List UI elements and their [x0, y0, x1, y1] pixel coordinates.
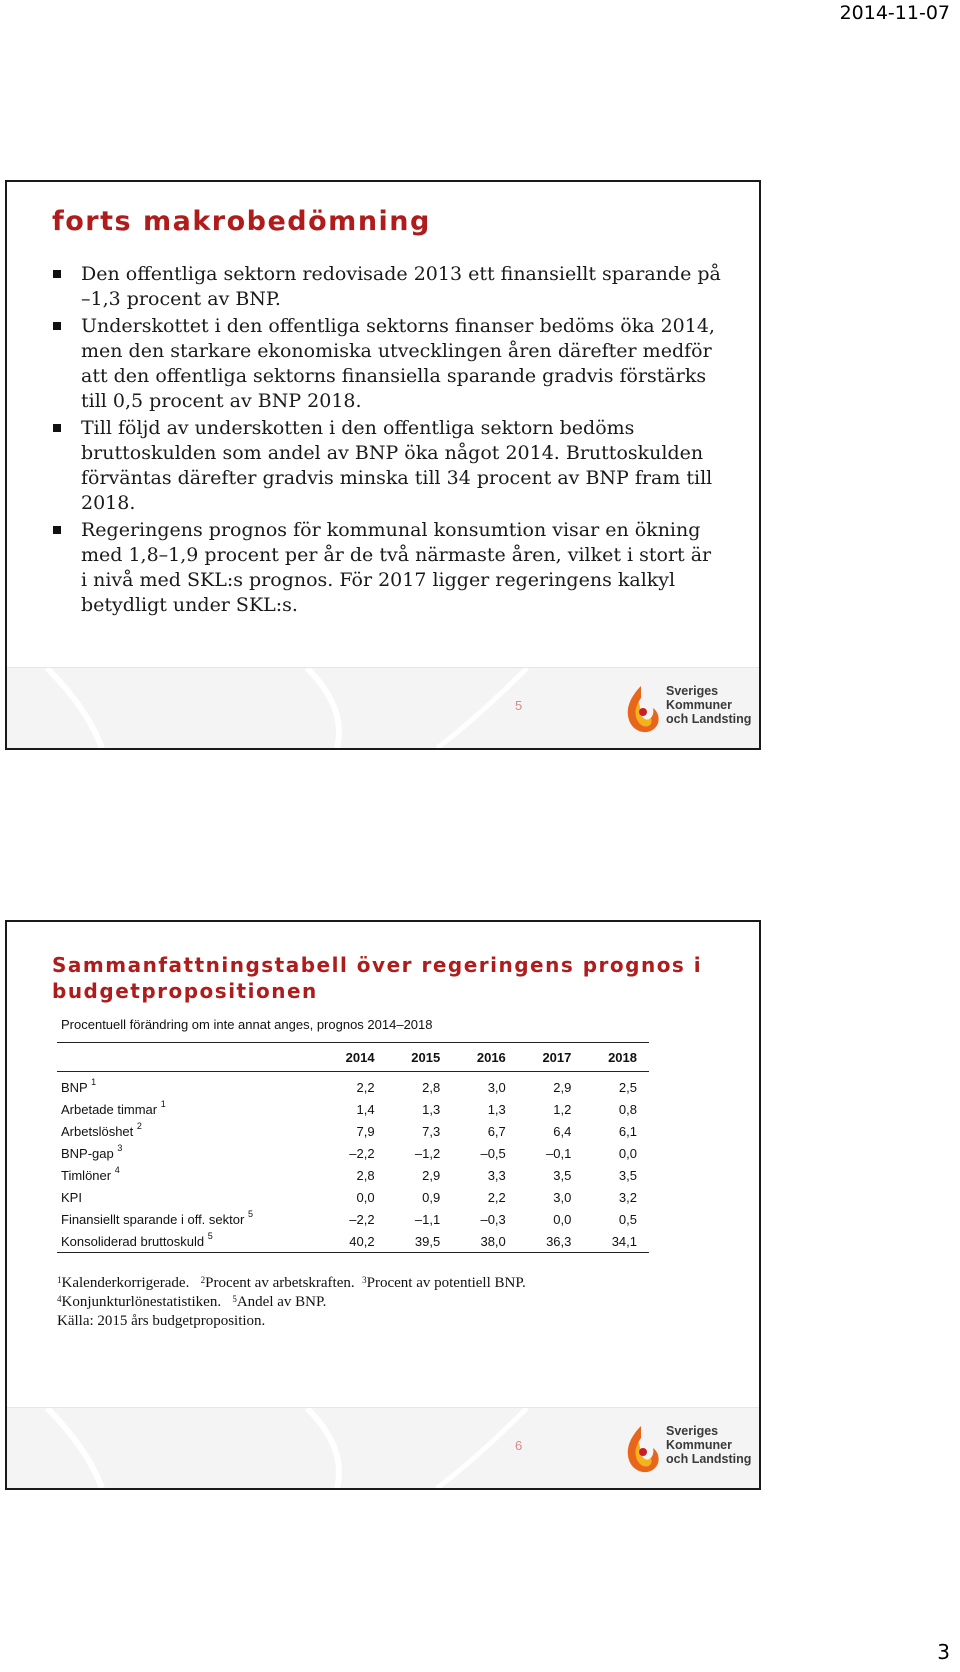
- flame-logo-icon: [621, 682, 665, 738]
- table-cell: 2,2: [356, 1079, 375, 1095]
- footnote-text: Procent av arbetskraften.: [205, 1275, 355, 1291]
- skl-logo: [621, 1422, 751, 1478]
- table-header-row: [57, 1043, 649, 1072]
- table-cell: 34,1: [583, 1230, 649, 1253]
- table-cell: 1,4: [356, 1101, 375, 1117]
- table-cell: 3,2: [618, 1189, 637, 1205]
- footnote-marker: 2: [200, 1275, 206, 1285]
- footnote-marker: 3: [362, 1275, 367, 1285]
- table-cell: 3,0: [487, 1079, 506, 1095]
- table-caption: Procentuell förändring om inte annat anges, prognos 2014–2018: [61, 1017, 433, 1032]
- table-cell: 7,9: [356, 1123, 375, 1139]
- row-note-marker: 3: [117, 1142, 123, 1153]
- logo-wordmark: [666, 684, 751, 726]
- row-label-cell: [57, 1208, 321, 1230]
- table-cell: 0,0: [553, 1211, 572, 1227]
- row-note-marker: 1: [160, 1098, 166, 1109]
- row-label-cell: [57, 1142, 321, 1164]
- column-header: 2016: [452, 1043, 518, 1072]
- flame-logo-icon: [621, 1422, 665, 1478]
- row-label: KPI: [61, 1189, 82, 1205]
- row-note-marker: 5: [207, 1230, 213, 1241]
- bullet-list: [51, 262, 721, 620]
- table-cell: 3,0: [553, 1189, 572, 1205]
- logo-line: och Landsting: [666, 1452, 752, 1466]
- footnote-marker: 5: [232, 1294, 237, 1304]
- table-row: [57, 1186, 649, 1208]
- table-row: [57, 1072, 649, 1099]
- table-cell: 6,1: [618, 1123, 637, 1139]
- row-note-marker: 2: [136, 1120, 142, 1131]
- slide-6: [5, 920, 761, 1490]
- row-label: Finansiellt sparande i off. sektor: [61, 1211, 245, 1227]
- row-label-cell: [57, 1072, 321, 1099]
- row-label: Arbetade timmar: [61, 1101, 158, 1117]
- page-date: 2014-11-07: [839, 2, 950, 24]
- table-cell: 2,8: [356, 1167, 375, 1183]
- table-cell: 40,2: [321, 1230, 387, 1253]
- table-cell: –0,5: [480, 1145, 506, 1161]
- table-cell: 39,5: [387, 1230, 453, 1253]
- table-cell: 1,2: [553, 1101, 572, 1117]
- page-number: 3: [937, 1640, 950, 1664]
- table-cell: 2,2: [487, 1189, 506, 1205]
- footnote-text: Procent av potentiell BNP.: [366, 1275, 526, 1291]
- footnote-marker: 4: [57, 1294, 62, 1304]
- table-cell: 3,5: [618, 1167, 637, 1183]
- footnote-line-1: [57, 1274, 657, 1293]
- row-label: BNP-gap: [61, 1145, 114, 1161]
- skl-logo: [621, 682, 751, 738]
- table-cell: 6,4: [553, 1123, 572, 1139]
- row-label-cell: [57, 1230, 321, 1253]
- row-label: Timlöner: [61, 1167, 112, 1183]
- table-cell: 2,5: [618, 1079, 637, 1095]
- logo-line: Kommuner: [666, 698, 732, 712]
- footnote-line-2: [57, 1293, 657, 1312]
- summary-table: [57, 1042, 649, 1253]
- table-source: Källa: 2015 års budgetproposition.: [57, 1313, 266, 1329]
- table-cell: 2,9: [553, 1079, 572, 1095]
- row-note-marker: 4: [114, 1164, 120, 1175]
- row-label: BNP: [61, 1079, 88, 1095]
- table-cell: 3,5: [553, 1167, 572, 1183]
- bullet-item: Den offentliga sektorn redovisade 2013 ett finansiellt sparande på –1,3 procent av BNP.: [51, 262, 721, 312]
- footnote-text: Andel av BNP.: [236, 1294, 327, 1310]
- slide-title: forts makrobedömning: [52, 206, 431, 237]
- logo-line: Sveriges: [666, 684, 719, 698]
- footnote-marker: 1: [57, 1275, 62, 1285]
- bullet-item: Regeringens prognos för kommunal konsumtion visar en ökning med 1,8–1,9 procent per år de två närmaste åren, vilket i stort är i nivå med SKL:s prognos. För 2017 ligger regeringens kalkyl betydligt under SKL:s.: [51, 518, 721, 618]
- row-label-cell: [57, 1120, 321, 1142]
- row-note-marker: 1: [91, 1076, 97, 1087]
- logo-line: och Landsting: [666, 712, 752, 726]
- table-row: [57, 1164, 649, 1186]
- table-cell: –1,2: [414, 1145, 441, 1161]
- table-cell: 6,7: [487, 1123, 506, 1139]
- logo-wordmark: [666, 1424, 751, 1466]
- table-cell: 0,5: [618, 1211, 637, 1227]
- footnote-text: Konjunkturlönestatistiken.: [61, 1294, 222, 1310]
- row-note-marker: 5: [247, 1208, 253, 1219]
- table-row: [57, 1208, 649, 1230]
- table-row: [57, 1142, 649, 1164]
- table-cell: –0,3: [480, 1211, 506, 1227]
- table-header-empty: [57, 1043, 321, 1072]
- table-cell: 0,9: [422, 1189, 441, 1205]
- slide-footer: [7, 667, 759, 748]
- table-cell: –2,2: [349, 1211, 375, 1227]
- table-cell: –1,1: [414, 1211, 441, 1227]
- table-cell: 0,0: [356, 1189, 375, 1205]
- table-cell: 38,0: [452, 1230, 518, 1253]
- summary-table-container: [57, 1042, 649, 1253]
- table-cell: –2,2: [349, 1145, 375, 1161]
- column-header: 2014: [321, 1043, 387, 1072]
- bullet-item: Underskottet i den offentliga sektorns finanser bedöms öka 2014, men den starkare ekonomiska utvecklingen åren därefter medför att den offentliga sektorns finansiella sparande gradvis förstärks till 0,5 procent av BNP 2018.: [51, 314, 721, 414]
- slide-number: 5: [515, 698, 523, 713]
- table-row: [57, 1098, 649, 1120]
- slide-number: 6: [515, 1438, 523, 1453]
- logo-line: Kommuner: [666, 1438, 732, 1452]
- logo-line: Sveriges: [666, 1424, 719, 1438]
- table-cell: 36,3: [518, 1230, 584, 1253]
- column-header: 2018: [583, 1043, 649, 1072]
- table-cell: 0,8: [618, 1101, 637, 1117]
- table-row: [57, 1120, 649, 1142]
- table-cell: 2,9: [422, 1167, 441, 1183]
- slide-title: Sammanfattningstabell över regeringens prognos i budgetpropositionen: [52, 953, 703, 1003]
- footnote-text: Kalenderkorrigerade.: [61, 1275, 190, 1291]
- bullet-item: Till följd av underskotten i den offentliga sektorn bedöms bruttoskulden som andel av BNP öka något 2014. Bruttoskulden förväntas därefter gradvis minska till 34 procent av BNP fram till 2018.: [51, 416, 721, 516]
- table-cell: 1,3: [422, 1101, 441, 1117]
- table-cell: 7,3: [422, 1123, 441, 1139]
- table-row: [57, 1230, 649, 1253]
- column-header: 2017: [518, 1043, 584, 1072]
- row-label-cell: [57, 1098, 321, 1120]
- table-cell: 1,3: [487, 1101, 506, 1117]
- table-cell: 0,0: [618, 1145, 637, 1161]
- column-header: 2015: [387, 1043, 453, 1072]
- row-label-cell: [57, 1164, 321, 1186]
- row-label: Arbetslöshet: [61, 1123, 134, 1139]
- slide-5: [5, 180, 761, 750]
- row-label: Konsoliderad bruttoskuld: [61, 1233, 205, 1249]
- table-body: [57, 1072, 649, 1253]
- table-cell: –0,1: [546, 1145, 572, 1161]
- slide-footer: [7, 1407, 759, 1488]
- table-notes: [57, 1274, 657, 1331]
- row-label-cell: [57, 1186, 321, 1208]
- table-cell: 3,3: [487, 1167, 506, 1183]
- table-cell: 2,8: [422, 1079, 441, 1095]
